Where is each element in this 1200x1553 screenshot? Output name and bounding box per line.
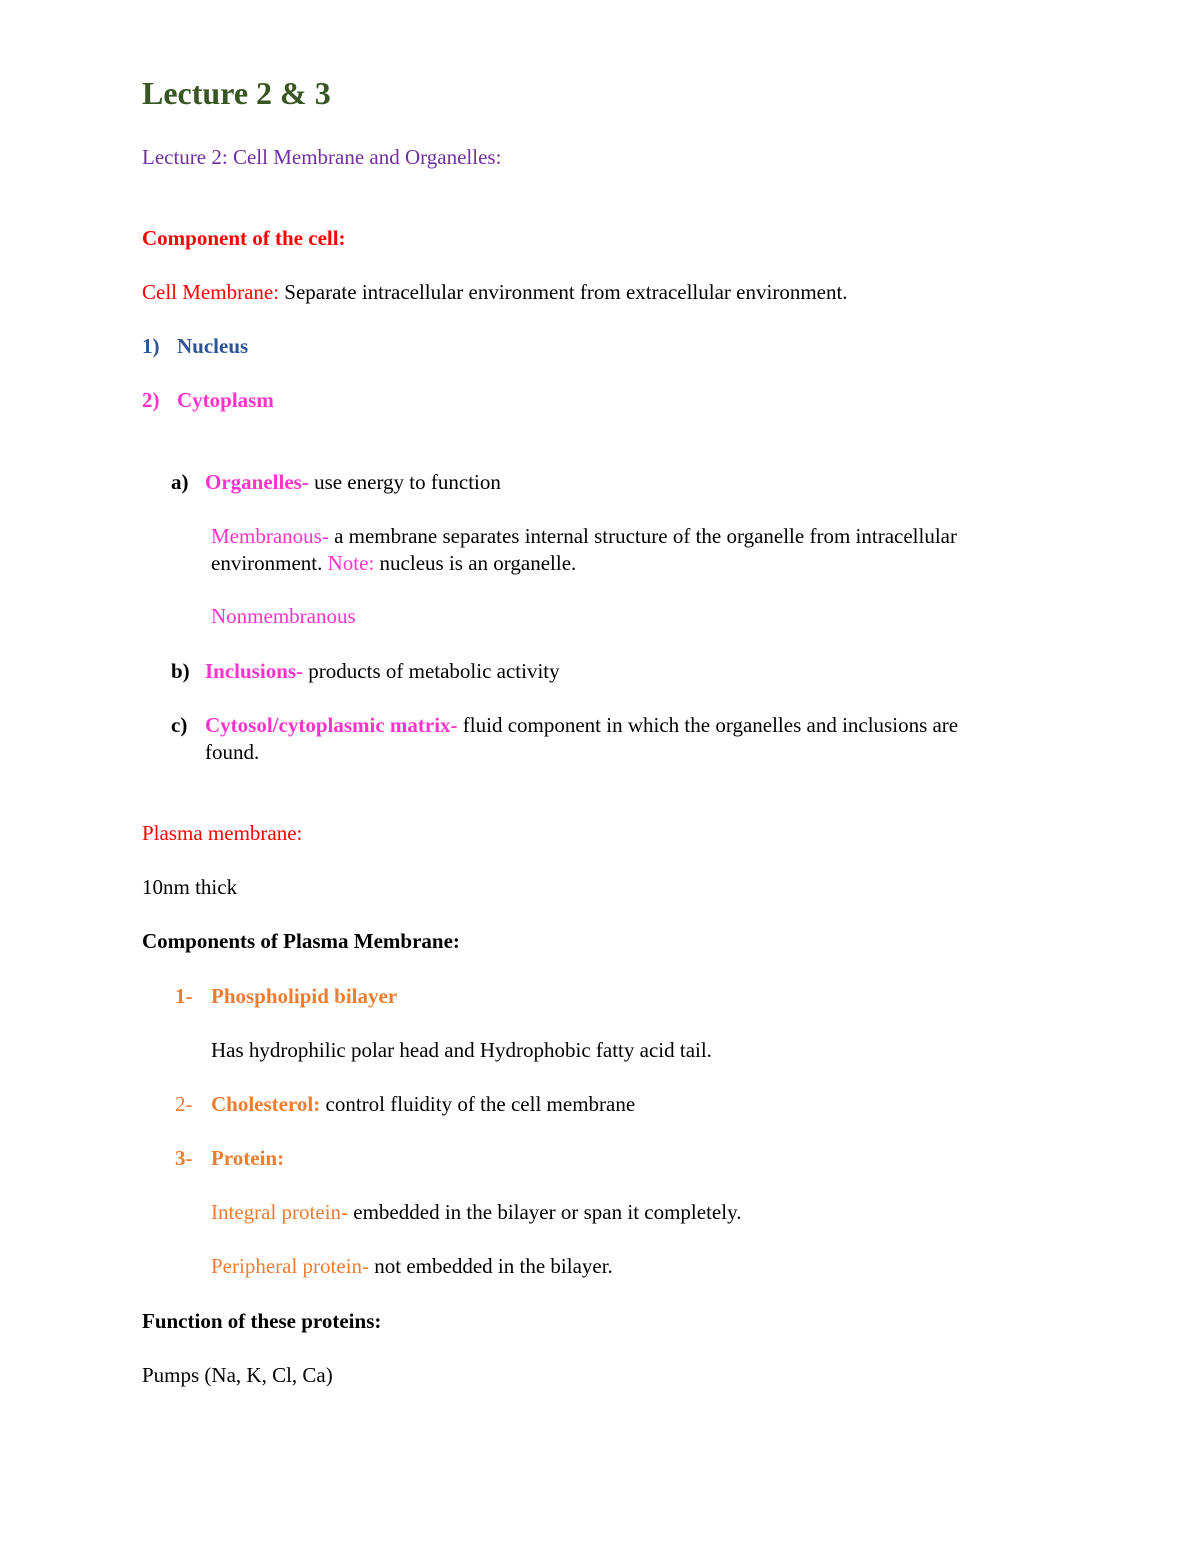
cytosol-text-2: found. — [205, 740, 260, 764]
list-item-inclusions — [171, 658, 560, 684]
list-marker: 2- — [175, 1092, 193, 1116]
list-item-cholesterol — [175, 1091, 635, 1117]
list-marker: 1) — [142, 334, 160, 358]
list-item-organelles — [171, 469, 501, 495]
list-marker: c) — [171, 713, 188, 737]
membranous-text-1: a membrane separates internal structure of the organelle from intracellular — [328, 524, 957, 548]
cytoplasm-label: Cytoplasm — [177, 388, 274, 412]
list-item-nucleus — [142, 333, 248, 359]
peripheral-protein-line — [211, 1253, 613, 1279]
membranous-line-2 — [211, 550, 576, 576]
component-heading: Component of the cell: — [142, 226, 346, 250]
document-title: Lecture 2 & 3 — [142, 75, 331, 111]
cell-membrane-line — [142, 279, 848, 305]
membranous-line-1 — [211, 523, 957, 549]
integral-protein-text: embedded in the bilayer or span it completely. — [348, 1200, 742, 1224]
phospholipid-label: Phospholipid bilayer — [211, 984, 398, 1008]
nucleus-label: Nucleus — [177, 334, 249, 358]
cytosol-label: Cytosol/cytoplasmic matrix- — [205, 713, 458, 737]
list-item-phospholipid — [175, 983, 397, 1009]
integral-protein-line — [211, 1199, 741, 1225]
list-item-cytoplasm — [142, 387, 274, 413]
thickness-text: 10nm thick — [142, 875, 238, 899]
components-heading: Components of Plasma Membrane: — [142, 929, 460, 953]
protein-label: Protein: — [211, 1146, 285, 1170]
phospholipid-description: Has hydrophilic polar head and Hydrophobic fatty acid tail. — [211, 1038, 712, 1062]
cell-membrane-label: Cell Membrane: — [142, 280, 280, 304]
nonmembranous-label: Nonmembranous — [211, 604, 356, 628]
peripheral-protein-label: Peripheral protein- — [211, 1254, 370, 1278]
cholesterol-text: control fluidity of the cell membrane — [320, 1092, 636, 1116]
pumps-text: Pumps (Na, K, Cl, Ca) — [142, 1363, 333, 1387]
list-marker: 2) — [142, 388, 160, 412]
list-marker: 1- — [175, 984, 193, 1008]
list-marker: a) — [171, 470, 189, 494]
cell-membrane-text: Separate intracellular environment from extracellular environment. — [279, 280, 848, 304]
peripheral-protein-text: not embedded in the bilayer. — [369, 1254, 613, 1278]
function-heading: Function of these proteins: — [142, 1309, 382, 1333]
list-marker: b) — [171, 659, 190, 683]
lecture2-heading: Lecture 2: Cell Membrane and Organelles: — [142, 145, 502, 169]
integral-protein-label: Integral protein- — [211, 1200, 349, 1224]
cytosol-text-1: fluid component in which the organelles and inclusions are — [457, 713, 959, 737]
list-item-cytosol — [171, 712, 958, 738]
inclusions-text: products of metabolic activity — [303, 659, 560, 683]
organelles-label: Organelles- — [205, 470, 309, 494]
list-marker: 3- — [175, 1146, 193, 1170]
organelles-text: use energy to function — [308, 470, 501, 494]
list-item-protein — [175, 1145, 284, 1171]
cholesterol-label: Cholesterol: — [211, 1092, 321, 1116]
plasma-membrane-label: Plasma membrane: — [142, 821, 303, 845]
inclusions-label: Inclusions- — [205, 659, 304, 683]
note-text: nucleus is an organelle. — [374, 551, 577, 575]
membranous-label: Membranous- — [211, 524, 329, 548]
membranous-text-2: environment. — [211, 551, 328, 575]
note-label: Note: — [327, 551, 375, 575]
